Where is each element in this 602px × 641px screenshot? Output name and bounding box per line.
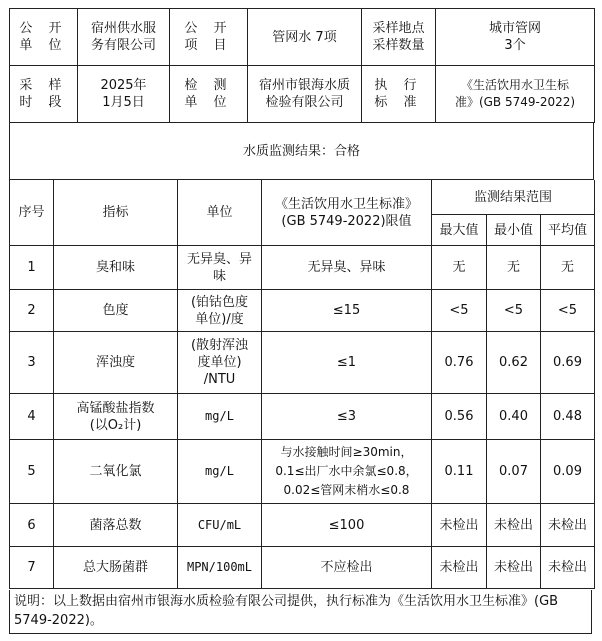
row-max: 0.11 [432, 440, 487, 504]
row-seq: 7 [10, 547, 54, 589]
row-item: 高锰酸盐指数 (以O₂计) [54, 394, 178, 440]
table-row [10, 394, 595, 440]
header-row-1 [10, 180, 595, 215]
row-unit: MPN/100mL [178, 547, 262, 589]
row-avg: 0.69 [541, 332, 595, 394]
row-unit: mg/L [178, 394, 262, 440]
header-seq: 序号 [10, 180, 54, 246]
info-table [9, 8, 595, 123]
row-max: 无 [432, 246, 487, 290]
row-max: 0.76 [432, 332, 487, 394]
table-row [10, 332, 595, 394]
row-max: 0.56 [432, 394, 487, 440]
row-unit: (散射浑浊 度单位) /NTU [178, 332, 262, 394]
row-max: 未检出 [432, 547, 487, 589]
row-avg: 无 [541, 246, 595, 290]
row-min: 0.07 [487, 440, 541, 504]
row-unit: 无异臭、异 味 [178, 246, 262, 290]
info-row-2 [10, 66, 595, 123]
item-value: 管网水 7项 [248, 9, 362, 66]
item-label: 公 开 项 目 [170, 9, 248, 66]
row-limit: ≤15 [262, 290, 432, 332]
lab-value: 宿州市银海水质 检验有限公司 [248, 66, 362, 123]
row-seq: 2 [10, 290, 54, 332]
row-unit: mg/L [178, 440, 262, 504]
header-unit: 单位 [178, 180, 262, 246]
publisher-label: 公 开 单 位 [10, 9, 78, 66]
row-min: 0.62 [487, 332, 541, 394]
row-item: 臭和味 [54, 246, 178, 290]
row-limit: ≤3 [262, 394, 432, 440]
header-avg: 平均值 [541, 215, 595, 246]
table-row [10, 440, 595, 504]
row-avg: 未检出 [541, 547, 595, 589]
row-item: 二氧化氯 [54, 440, 178, 504]
row-min: 未检出 [487, 547, 541, 589]
row-item: 菌落总数 [54, 504, 178, 547]
footnote: 说明：以上数据由宿州市银海水质检验有限公司提供，执行标准为《生活饮用水卫生标准》(GB 5749-2022)。 [9, 590, 592, 634]
row-seq: 6 [10, 504, 54, 547]
table-row [10, 246, 595, 290]
row-max: 未检出 [432, 504, 487, 547]
row-seq: 3 [10, 332, 54, 394]
row-item: 浑浊度 [54, 332, 178, 394]
lab-label: 检 测 单 位 [170, 66, 248, 123]
row-limit: 不应检出 [262, 547, 432, 589]
water-quality-report [9, 8, 594, 589]
row-limit: 无异臭、异味 [262, 246, 432, 290]
row-min: 未检出 [487, 504, 541, 547]
header-range: 监测结果范围 [432, 180, 595, 215]
header-max: 最大值 [432, 215, 487, 246]
row-limit: ≤100 [262, 504, 432, 547]
result-banner-table [9, 123, 594, 180]
publisher-value: 宿州供水服 务有限公司 [78, 9, 170, 66]
row-item: 总大肠菌群 [54, 547, 178, 589]
row-min: 0.40 [487, 394, 541, 440]
sampling-time-value: 2025年 1月5日 [78, 66, 170, 123]
table-row [10, 290, 595, 332]
row-limit: ≤1 [262, 332, 432, 394]
row-item: 色度 [54, 290, 178, 332]
row-unit: (铂钴色度 单位)/度 [178, 290, 262, 332]
standard-label: 执 行 标 准 [362, 66, 436, 123]
row-avg: 0.48 [541, 394, 595, 440]
row-avg: 未检出 [541, 504, 595, 547]
header-min: 最小值 [487, 215, 541, 246]
row-min: 无 [487, 246, 541, 290]
info-row-1 [10, 9, 595, 66]
row-avg: 0.09 [541, 440, 595, 504]
row-avg: <5 [541, 290, 595, 332]
result-banner: 水质监测结果：合格 [10, 123, 594, 180]
table-row [10, 547, 595, 589]
row-unit: CFU/mL [178, 504, 262, 547]
header-item: 指标 [54, 180, 178, 246]
sampling-site-value: 城市管网 3个 [436, 9, 595, 66]
sampling-site-label: 采样地点 采样数量 [362, 9, 436, 66]
table-row [10, 504, 595, 547]
row-limit: 与水接触时间≥30min， 0.1≤出厂水中余氯≤0.8， 0.02≤管网末梢水≤0.8 [262, 440, 432, 504]
results-table [9, 180, 595, 589]
row-seq: 5 [10, 440, 54, 504]
row-min: <5 [487, 290, 541, 332]
row-seq: 1 [10, 246, 54, 290]
standard-value: 《生活饮用水卫生标 准》(GB 5749-2022) [436, 66, 595, 123]
row-max: <5 [432, 290, 487, 332]
row-seq: 4 [10, 394, 54, 440]
sampling-time-label: 采 样 时 段 [10, 66, 78, 123]
header-limit: 《生活饮用水卫生标准》 (GB 5749-2022)限值 [262, 180, 432, 246]
